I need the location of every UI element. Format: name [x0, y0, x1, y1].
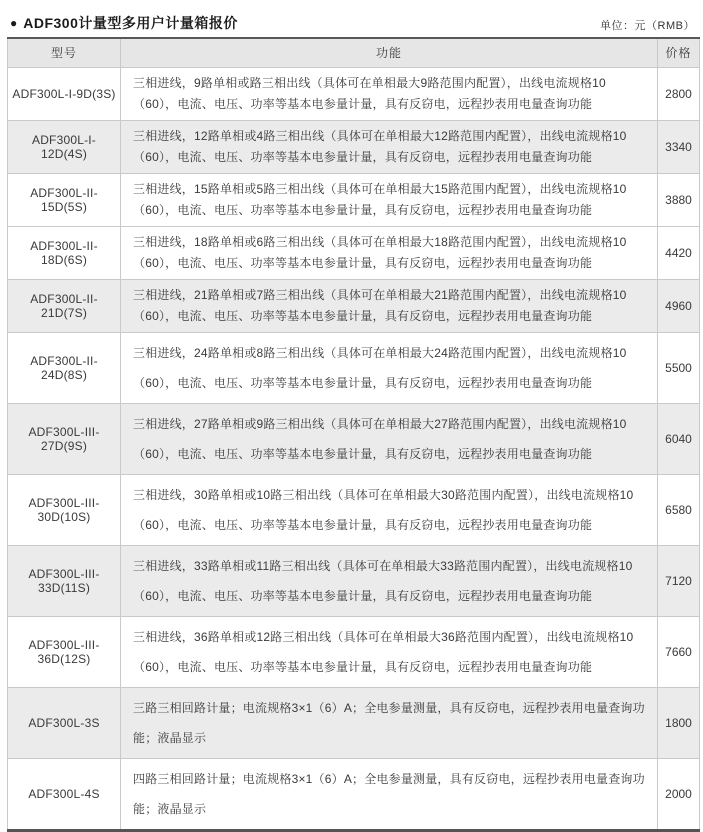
unit-label: 单位：元（RMB）: [600, 20, 695, 32]
table-row: [8, 120, 700, 173]
function-cell: 三相进线，21路单相或7路三相出线（具体可在单相最大21路范围内配置），出线电流规格10（60），电流、电压、功率等基本电参量计量，具有反窃电，远程抄表用电量查询功能: [121, 279, 658, 332]
model-cell: ADF300L-4S: [8, 758, 121, 830]
table-row: [8, 758, 700, 830]
table-row: [8, 279, 700, 332]
model-cell: ADF300L-III-30D(10S): [8, 474, 121, 545]
table-row: [8, 226, 700, 279]
price-cell: 7660: [658, 616, 700, 687]
price-table: [7, 37, 700, 832]
table-row: [8, 173, 700, 226]
model-cell: ADF300L-III-27D(9S): [8, 403, 121, 474]
price-cell: 2800: [658, 67, 700, 120]
table-row: [8, 474, 700, 545]
price-table-body: [8, 67, 700, 830]
column-header-model: 型号: [8, 38, 121, 67]
function-cell: 三相进线，9路单相或路三相出线（具体可在单相最大9路范围内配置），出线电流规格10（60），电流、电压、功率等基本电参量计量，具有反窃电，远程抄表用电量查询功能: [121, 67, 658, 120]
price-cell: 4960: [658, 279, 700, 332]
table-row: [8, 403, 700, 474]
price-cell: 5500: [658, 332, 700, 403]
price-cell: 3340: [658, 120, 700, 173]
model-cell: ADF300L-II-15D(5S): [8, 173, 121, 226]
function-cell: 四路三相回路计量；电流规格3×1（6）A；全电参量测量，具有反窃电，远程抄表用电量查询功能；液晶显示: [121, 758, 658, 830]
function-cell: 三相进线，30路单相或10路三相出线（具体可在单相最大30路范围内配置），出线电流规格10（60），电流、电压、功率等基本电参量计量，具有反窃电，远程抄表用电量查询功能: [121, 474, 658, 545]
column-header-price: 价格: [658, 38, 700, 67]
table-row: [8, 67, 700, 120]
function-cell: 三相进线，27路单相或9路三相出线（具体可在单相最大27路范围内配置），出线电流规格10（60），电流、电压、功率等基本电参量计量，具有反窃电，远程抄表用电量查询功能: [121, 403, 658, 474]
table-row: [8, 545, 700, 616]
function-cell: 三相进线，33路单相或11路三相出线（具体可在单相最大33路范围内配置），出线电流规格10（60），电流、电压、功率等基本电参量计量，具有反窃电，远程抄表用电量查询功能: [121, 545, 658, 616]
price-cell: 1800: [658, 687, 700, 758]
price-cell: 6580: [658, 474, 700, 545]
price-cell: 4420: [658, 226, 700, 279]
function-cell: 三路三相回路计量；电流规格3×1（6）A；全电参量测量，具有反窃电，远程抄表用电量查询功能；液晶显示: [121, 687, 658, 758]
model-cell: ADF300L-II-24D(8S): [8, 332, 121, 403]
function-cell: 三相进线，12路单相或4路三相出线（具体可在单相最大12路范围内配置），出线电流规格10（60），电流、电压、功率等基本电参量计量，具有反窃电，远程抄表用电量查询功能: [121, 120, 658, 173]
price-cell: 6040: [658, 403, 700, 474]
table-row: [8, 616, 700, 687]
model-cell: ADF300L-II-18D(6S): [8, 226, 121, 279]
price-cell: 2000: [658, 758, 700, 830]
title-group: [10, 13, 238, 33]
function-cell: 三相进线，24路单相或8路三相出线（具体可在单相最大24路范围内配置），出线电流规格10（60），电流、电压、功率等基本电参量计量，具有反窃电，远程抄表用电量查询功能: [121, 332, 658, 403]
table-header: [8, 38, 700, 67]
function-cell: 三相进线，18路单相或6路三相出线（具体可在单相最大18路范围内配置），出线电流规格10（60），电流、电压、功率等基本电参量计量，具有反窃电，远程抄表用电量查询功能: [121, 226, 658, 279]
column-header-function: 功能: [121, 38, 658, 67]
price-cell: 3880: [658, 173, 700, 226]
table-row: [8, 332, 700, 403]
function-cell: 三相进线，15路单相或5路三相出线（具体可在单相最大15路范围内配置），出线电流规格10（60），电流、电压、功率等基本电参量计量，具有反窃电，远程抄表用电量查询功能: [121, 173, 658, 226]
page-title: ADF300计量型多用户计量箱报价: [23, 15, 238, 31]
model-cell: ADF300L-III-33D(11S): [8, 545, 121, 616]
table-row: [8, 687, 700, 758]
function-cell: 三相进线，36路单相或12路三相出线（具体可在单相最大36路范围内配置），出线电流规格10（60），电流、电压、功率等基本电参量计量，具有反窃电，远程抄表用电量查询功能: [121, 616, 658, 687]
model-cell: ADF300L-3S: [8, 687, 121, 758]
price-cell: 7120: [658, 545, 700, 616]
header-row: [8, 38, 700, 67]
model-cell: ADF300L-III-36D(12S): [8, 616, 121, 687]
bullet-icon: ●: [10, 16, 18, 30]
model-cell: ADF300L-I-12D(4S): [8, 120, 121, 173]
model-cell: ADF300L-II-21D(7S): [8, 279, 121, 332]
page-header: [0, 0, 703, 37]
model-cell: ADF300L-I-9D(3S): [8, 67, 121, 120]
